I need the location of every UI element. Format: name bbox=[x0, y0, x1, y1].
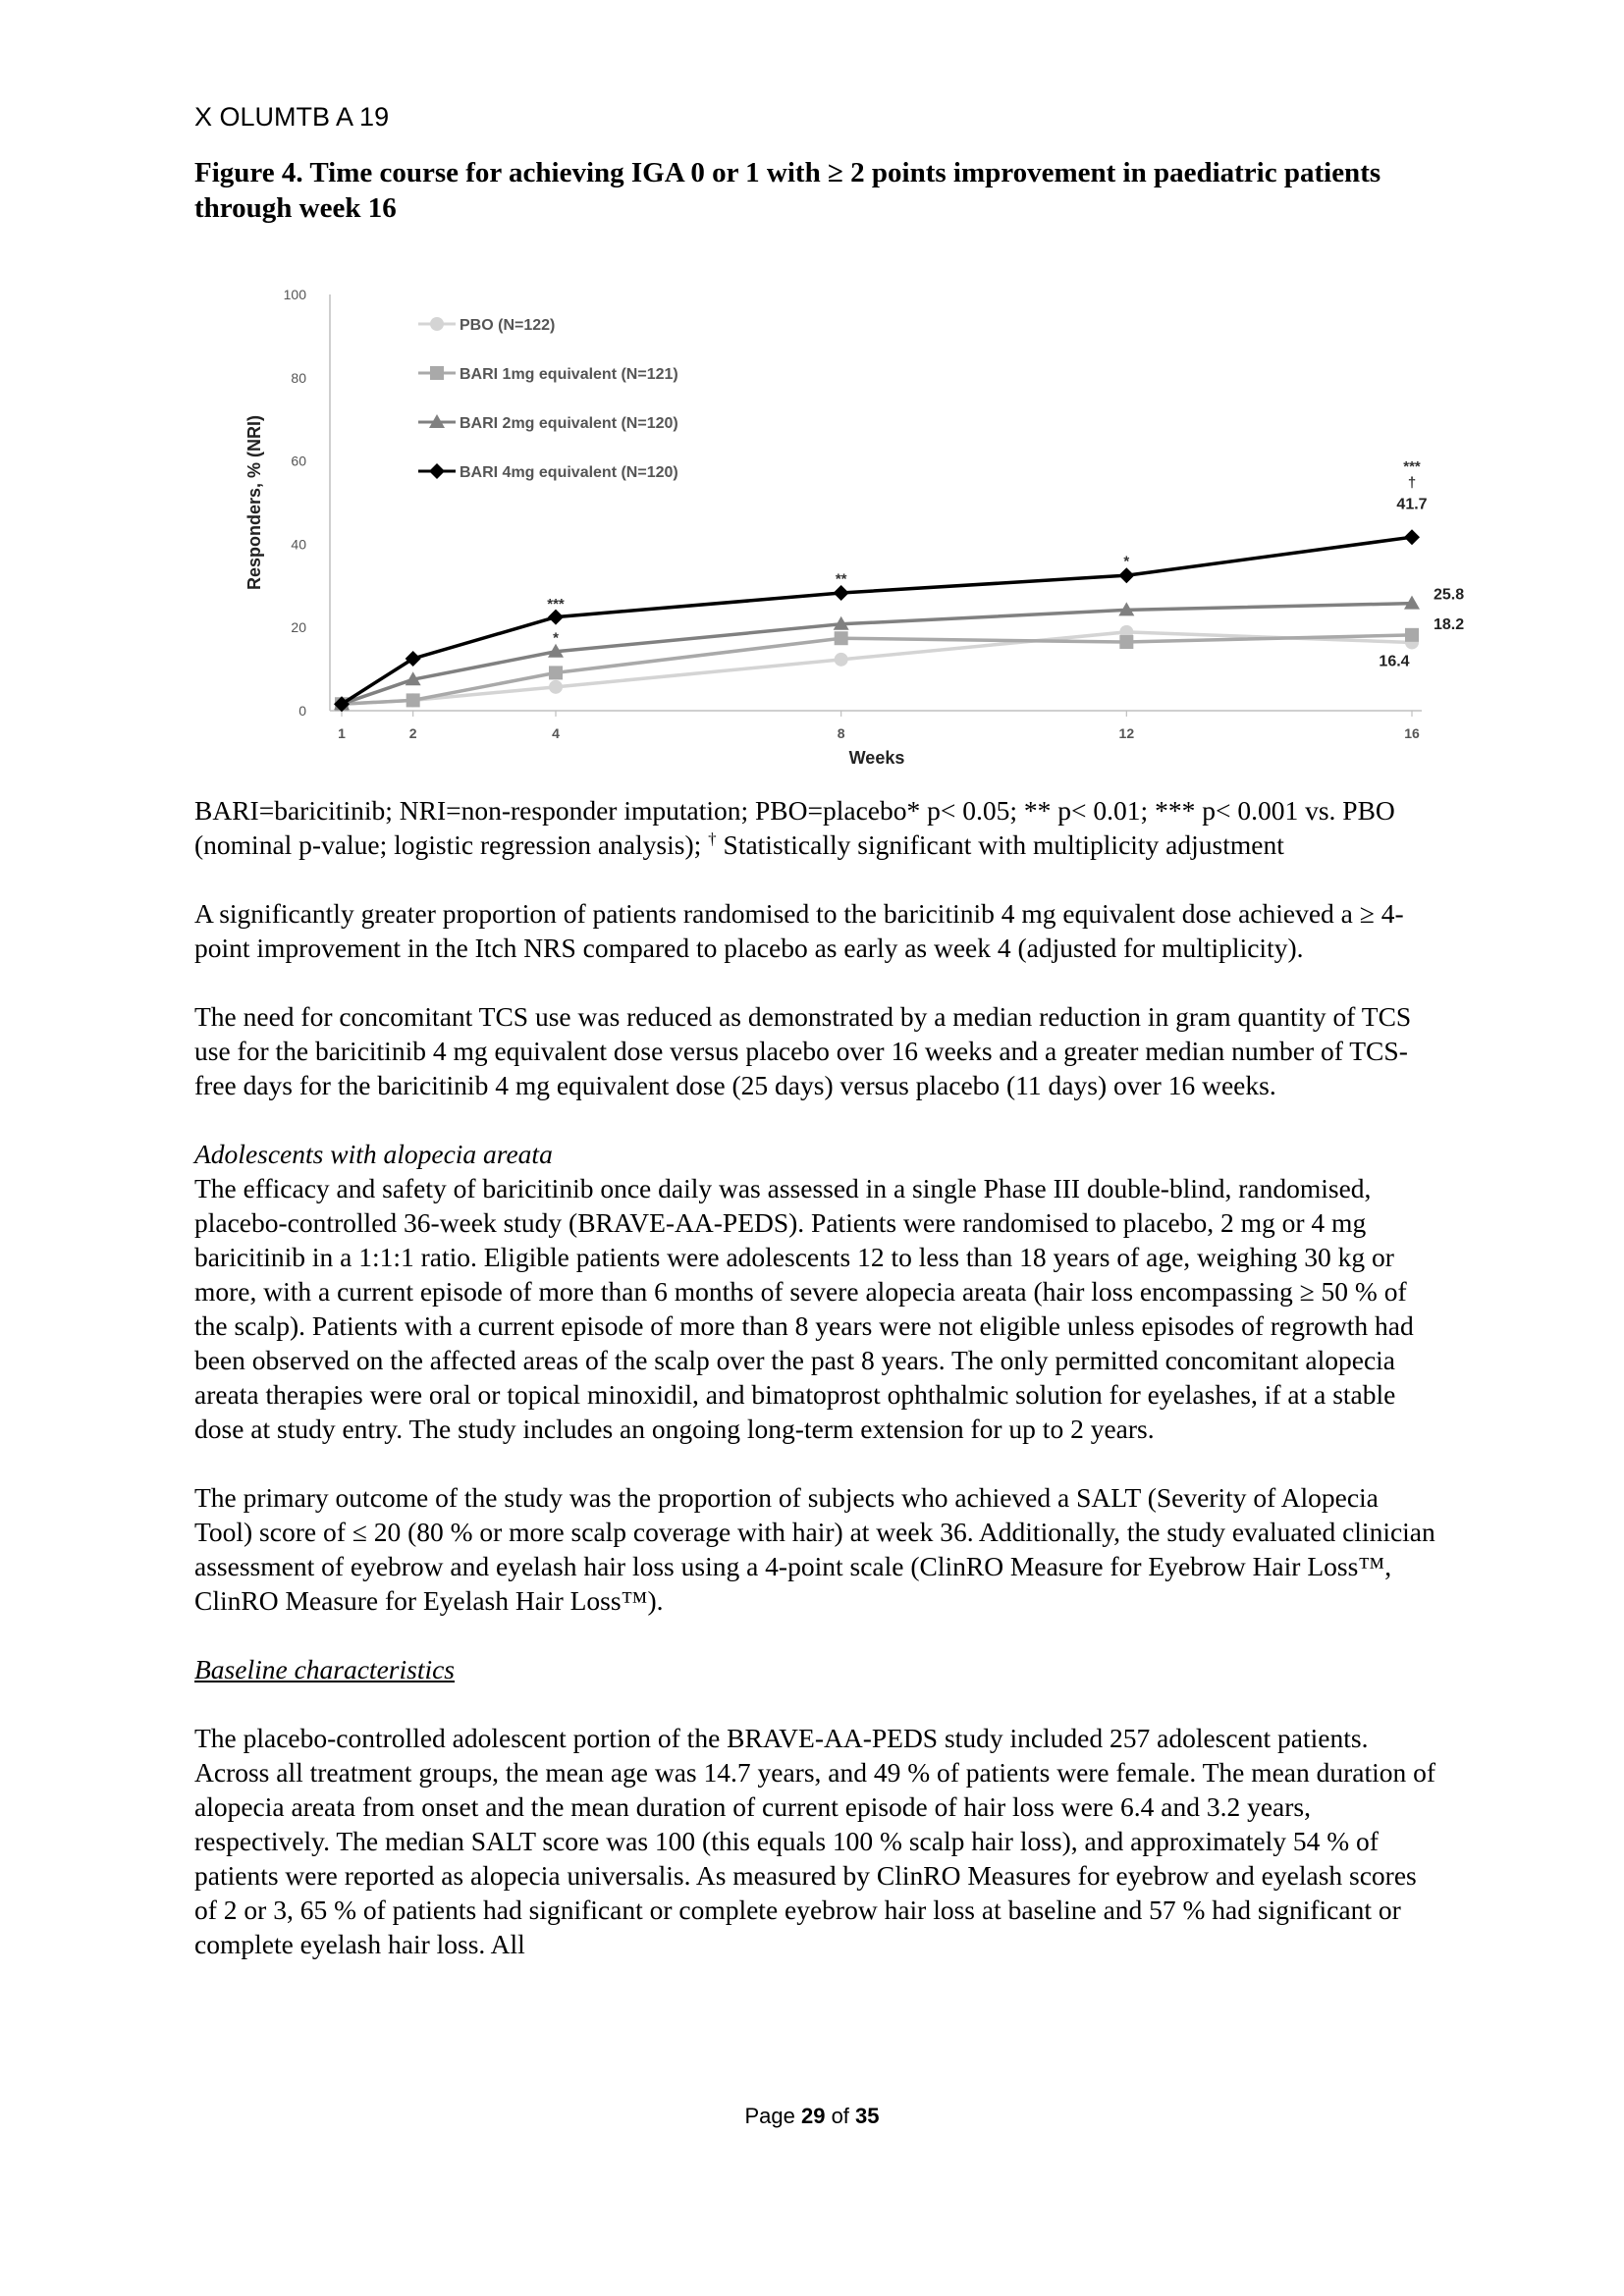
chart-series bbox=[334, 529, 1420, 712]
paragraph-itch-nrs: A significantly greater proportion of patients randomised to the baricitinib 4 mg equivalent dose achieved a ≥ 4-point improvement in the Itch NRS compared to placebo as early as week 4 (adjusted for multiplicity). bbox=[194, 898, 1404, 963]
x-tick-label: 4 bbox=[552, 725, 560, 741]
data-point bbox=[549, 680, 563, 694]
legend-marker bbox=[430, 317, 444, 331]
data-point bbox=[1405, 628, 1419, 642]
figure-footnote bbox=[194, 793, 1441, 862]
figure-title: Figure 4. Time course for achieving IGA 0 or 1 with ≥ 2 points improvement in paediatric patients through week 16 bbox=[194, 157, 1381, 224]
paragraph-baseline: The placebo-controlled adolescent portion of the BRAVE-AA-PEDS study included 257 adolescent patients. Across all treatment groups, the mean age was 14.7 years, and 49 % of patients were female. The mean duration of alopecia areata from onset and the mean duration of current episode of hair loss were 6.4 and 3.2 years, respectively. The median SALT score was 100 (this equals 100 % scalp hair loss), and approximately 54 % of patients were reported as alopecia universalis. As measured by ClinRO Measures for eyebrow and eyelash scores of 2 or 3, 65 % of patients had significant or complete eyebrow hair loss at baseline and 57 % had significant or complete eyelash hair loss. All bbox=[194, 1723, 1436, 1959]
footer-total-pages: 35 bbox=[855, 2104, 880, 2128]
footer-page-word: Page bbox=[744, 2104, 801, 2128]
series-line bbox=[342, 604, 1412, 705]
document-code: X OLUMTB A 19 bbox=[194, 102, 390, 132]
data-point bbox=[835, 631, 848, 645]
data-point bbox=[1119, 635, 1133, 649]
paragraph-tcs-use: The need for concomitant TCS use was reduced as demonstrated by a median reduction in gram quantity of TCS use for the baricitinib 4 mg equivalent dose versus placebo over 16 weeks and a greater median number of TCS-free days for the baricitinib 4 mg equivalent dose (25 days) versus placebo (11 days) over 16 weeks. bbox=[194, 1001, 1412, 1100]
x-tick-label: 1 bbox=[338, 725, 346, 741]
x-tick-label: 8 bbox=[837, 725, 845, 741]
page-footer bbox=[0, 2104, 1624, 2129]
footnote-tail: Statistically significant with multiplicity adjustment bbox=[716, 829, 1284, 860]
y-tick-label: 100 bbox=[283, 287, 306, 302]
series-1 bbox=[335, 628, 1419, 711]
data-point bbox=[406, 693, 420, 707]
x-tick-label: 12 bbox=[1118, 725, 1135, 741]
chart-axes bbox=[244, 287, 1422, 768]
legend-label: PBO (N=122) bbox=[460, 317, 556, 334]
heading-baseline-characteristics: Baseline characteristics bbox=[194, 1654, 456, 1684]
significance-marker: *** bbox=[1403, 457, 1421, 475]
body-text bbox=[194, 793, 1441, 1961]
chart-svg bbox=[224, 277, 1500, 777]
end-value-label: 18.2 bbox=[1434, 615, 1465, 633]
y-tick-label: 0 bbox=[298, 703, 306, 719]
footnote-main: BARI=baricitinib; NRI=non-responder imputation; PBO=placebo* p< 0.05; ** p< 0.01; *** p< 0.001 vs. PBO (nominal p-value; logistic regression analysis); bbox=[194, 795, 1395, 860]
significance-marker: † bbox=[1407, 474, 1417, 492]
series-line bbox=[342, 632, 1412, 704]
y-tick-label: 80 bbox=[291, 369, 306, 386]
significance-marker: *** bbox=[547, 596, 565, 614]
significance-marker: * bbox=[1123, 553, 1130, 570]
y-axis-title: Responders, % (NRI) bbox=[244, 414, 264, 591]
significance-marker: * bbox=[553, 629, 559, 647]
data-point bbox=[1118, 567, 1134, 583]
data-point bbox=[835, 653, 848, 667]
y-tick-label: 40 bbox=[291, 536, 306, 553]
legend-label: BARI 1mg equivalent (N=121) bbox=[460, 366, 678, 383]
chart-legend bbox=[418, 317, 678, 481]
legend-label: BARI 2mg equivalent (N=120) bbox=[460, 415, 678, 432]
y-tick-label: 20 bbox=[291, 619, 306, 636]
paragraph-primary-outcome: The primary outcome of the study was the proportion of subjects who achieved a SALT (Severity of Alopecia Tool) score of ≤ 20 (80 % or more scalp coverage with hair) at week 36. Additionally, the study evaluated clinician assessment of eyebrow and eyelash hair loss using a 4-point scale (ClinRO Measure for Eyebrow Hair Loss™, ClinRO Measure for Eyelash Hair Loss™). bbox=[194, 1482, 1435, 1616]
x-axis-title: Weeks bbox=[848, 748, 905, 768]
end-value-label: 16.4 bbox=[1379, 653, 1410, 670]
legend-marker bbox=[430, 366, 444, 380]
legend-label: BARI 4mg equivalent (N=120) bbox=[460, 464, 678, 481]
x-tick-label: 16 bbox=[1404, 725, 1420, 741]
footer-of-word: of bbox=[825, 2104, 856, 2128]
significance-marker: ** bbox=[835, 570, 847, 588]
y-tick-label: 60 bbox=[291, 453, 306, 469]
x-tick-label: 2 bbox=[408, 725, 417, 741]
line-chart bbox=[224, 277, 1500, 777]
end-value-label: 41.7 bbox=[1396, 496, 1428, 513]
footer-page-number: 29 bbox=[800, 2104, 826, 2128]
heading-adolescents-alopecia: Adolescents with alopecia areata bbox=[194, 1139, 553, 1169]
end-value-label: 25.8 bbox=[1434, 586, 1465, 604]
footnote-dagger: † bbox=[708, 828, 717, 848]
series-line bbox=[342, 537, 1412, 704]
paragraph-study-design: The efficacy and safety of baricitinib once daily was assessed in a single Phase III double-blind, randomised, placebo-controlled 36-week study (BRAVE-AA-PEDS). Patients were randomised to placebo, 2 mg or 4 mg baricitinib in a 1:1:1 ratio. Eligible patients were adolescents 12 to less than 18 years of age, weighing 30 kg or more, with a current episode of more than 6 months of severe alopecia areata (hair loss encompassing ≥ 50 % of the scalp). Patients with a current episode of more than 8 years were not eligible unless episodes of regrowth had been observed on the affected areas of the scalp over the past 8 years. The only permitted concomitant alopecia areata therapies were oral or topical minoxidil, and bimatoprost ophthalmic solution for eyelashes, if at a stable dose at study entry. The study includes an ongoing long-term extension for up to 2 years. bbox=[194, 1173, 1414, 1444]
data-point bbox=[549, 666, 563, 679]
legend-marker bbox=[429, 463, 445, 479]
data-point bbox=[1404, 529, 1420, 545]
